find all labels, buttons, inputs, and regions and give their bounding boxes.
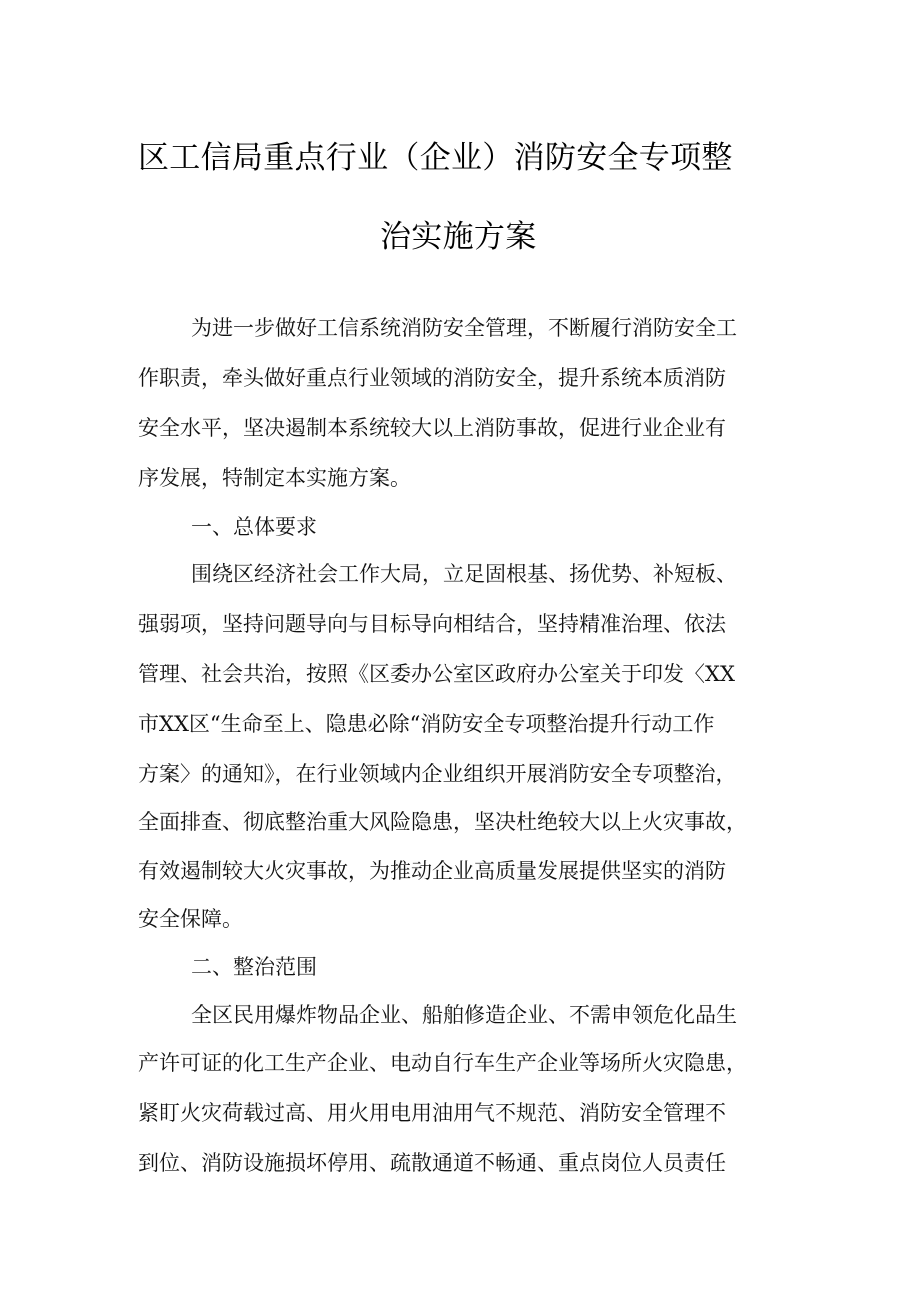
section-heading: 二、整治范围 — [191, 955, 317, 979]
paragraph-line: 为进一步做好工信系统消防安全管理，不断履行消防安全工 — [191, 316, 737, 340]
paragraph-line: 序发展，特制定本实施方案。 — [138, 466, 411, 490]
paragraph-line: 紧盯火灾荷载过高、用火用电用油用气不规范、消防安全管理不 — [138, 1101, 726, 1125]
paragraph-line: 管理、社会共治，按照《区委办公室区政府办公室关于印发〈XX — [138, 662, 735, 686]
paragraph-line: 围绕区经济社会工作大局，立足固根基、扬优势、补短板、 — [191, 562, 737, 586]
paragraph-line: 有效遏制较大火灾事故，为推动企业高质量发展提供坚实的消防 — [138, 859, 726, 883]
paragraph-line: 安全水平，坚决遏制本系统较大以上消防事故，促进行业企业有 — [138, 416, 726, 440]
paragraph-line: 方案〉的通知》，在行业领域内企业组织开展消防安全专项整治， — [138, 762, 737, 786]
paragraph-line: 全面排查、彻底整治重大风险隐患，坚决杜绝较大以上火灾事故， — [138, 810, 747, 834]
paragraph-line: 到位、消防设施损坏停用、疏散通道不畅通、重点岗位人员责任 — [138, 1151, 726, 1175]
section-heading: 一、总体要求 — [191, 515, 317, 539]
paragraph-line: 全区民用爆炸物品企业、船舶修造企业、不需申领危化品生 — [191, 1003, 737, 1027]
paragraph-line: 作职责，牵头做好重点行业领域的消防安全，提升系统本质消防 — [138, 366, 726, 390]
paragraph-line: 市XX区“生命至上、隐患必除“消防安全专项整治提升行动工作 — [138, 712, 715, 736]
paragraph-line: 产许可证的化工生产企业、电动自行车生产企业等场所火灾隐患， — [138, 1051, 747, 1075]
paragraph-line: 强弱项，坚持问题导向与目标导向相结合，坚持精准治理、依法 — [138, 612, 726, 636]
document-title-line-1: 区工信局重点行业（企业）消防安全专项整 — [138, 140, 733, 176]
paragraph-line: 安全保障。 — [138, 907, 243, 931]
document-title-line-2: 治实施方案 — [380, 219, 537, 255]
